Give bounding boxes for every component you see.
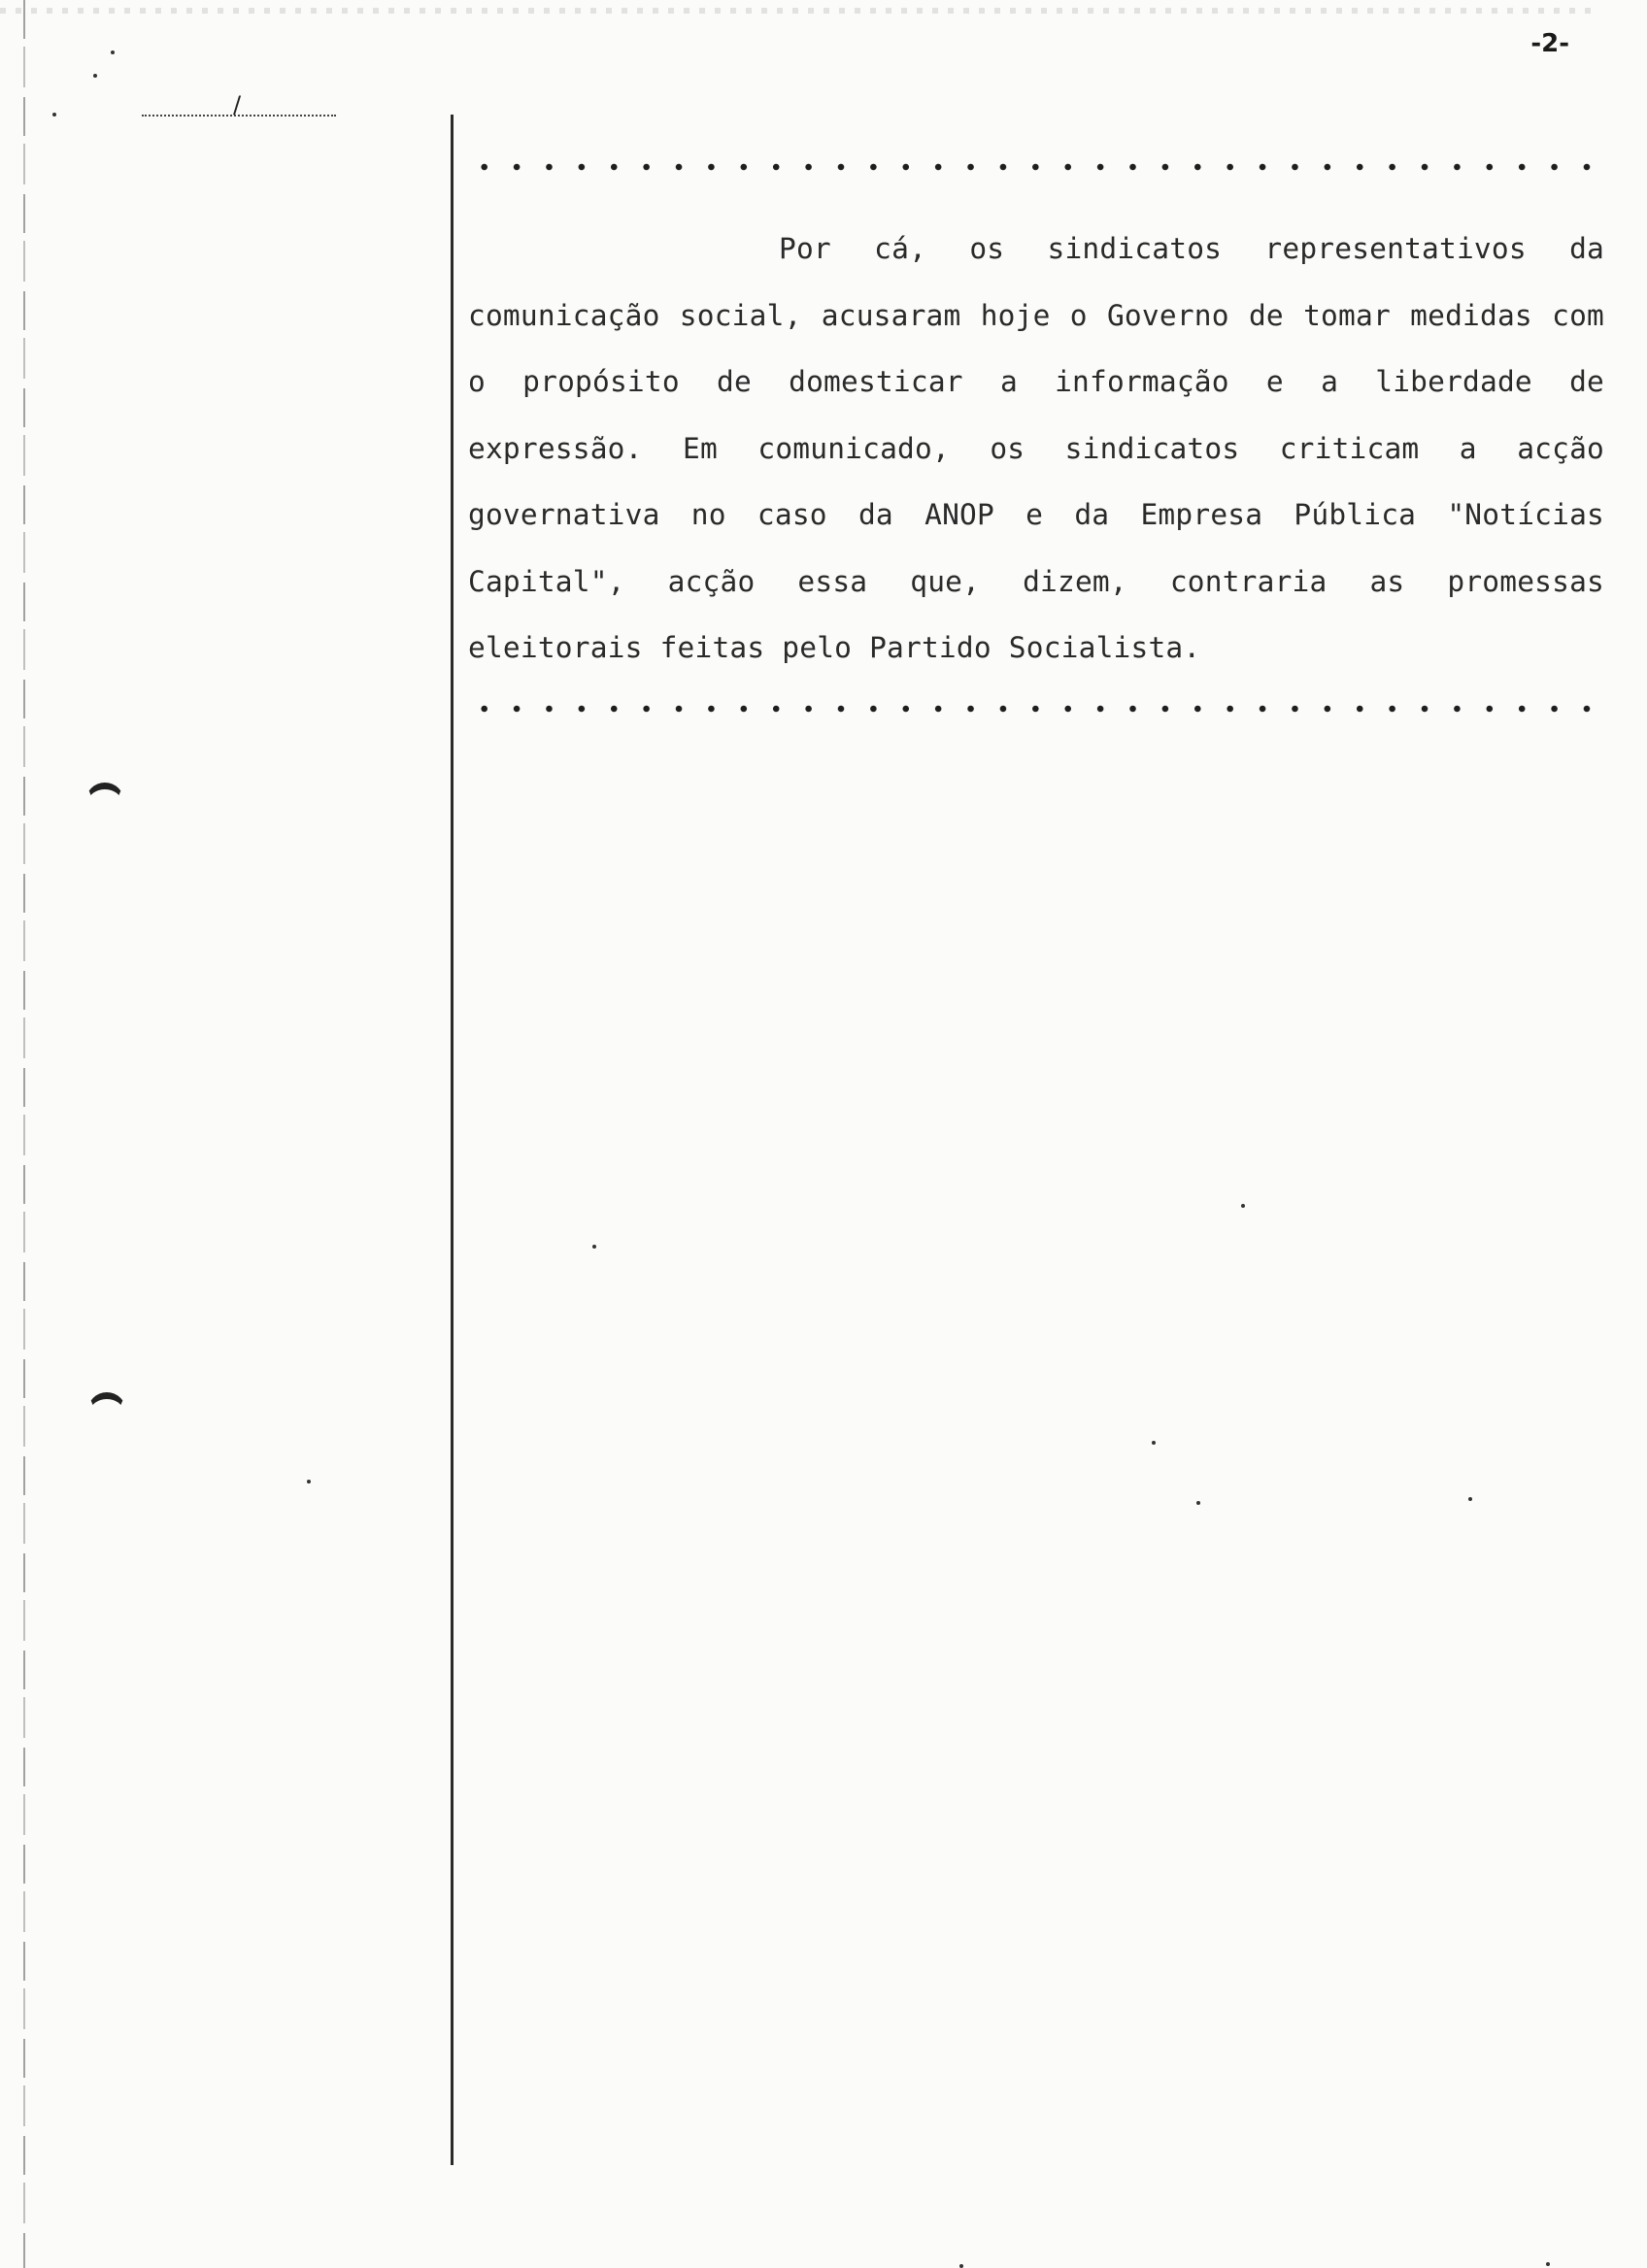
scan-speck xyxy=(592,1245,596,1249)
scan-speck xyxy=(93,74,97,78)
scan-top-strip xyxy=(0,8,1593,14)
scan-speck xyxy=(111,50,115,54)
margin-rule xyxy=(451,115,454,2165)
dotted-separator-bottom xyxy=(468,705,1604,713)
scan-speck xyxy=(959,2264,963,2268)
punch-hole-top xyxy=(85,783,124,821)
scan-speck xyxy=(1196,1501,1200,1505)
scan-speck xyxy=(1546,2262,1550,2266)
document-body xyxy=(468,216,1604,682)
news-paragraph: Por cá, os sindicatos representativos da comunicação social, acusaram hoje o Governo de tomar medidas com o propósito de domesticar a informação e a liberdade de expressão. Em comunicado, os sindicatos criticam a acção governativa no caso da ANOP e da Empresa Pública "Notícias Capital", acção essa que, dizem, contraria as promessas eleitorais feitas pelo Partido Socialista. xyxy=(468,232,1604,664)
scan-speck xyxy=(52,113,56,117)
scan-speck xyxy=(1468,1497,1472,1501)
dotted-separator-top xyxy=(468,163,1604,171)
scan-speck xyxy=(1152,1441,1156,1445)
scan-speck xyxy=(307,1480,311,1484)
reference-slash: / xyxy=(233,91,242,118)
binder-edge xyxy=(23,0,25,2268)
scan-speck xyxy=(1241,1204,1245,1208)
page-number: -2- xyxy=(1530,29,1569,58)
punch-hole-bottom xyxy=(87,1392,126,1431)
